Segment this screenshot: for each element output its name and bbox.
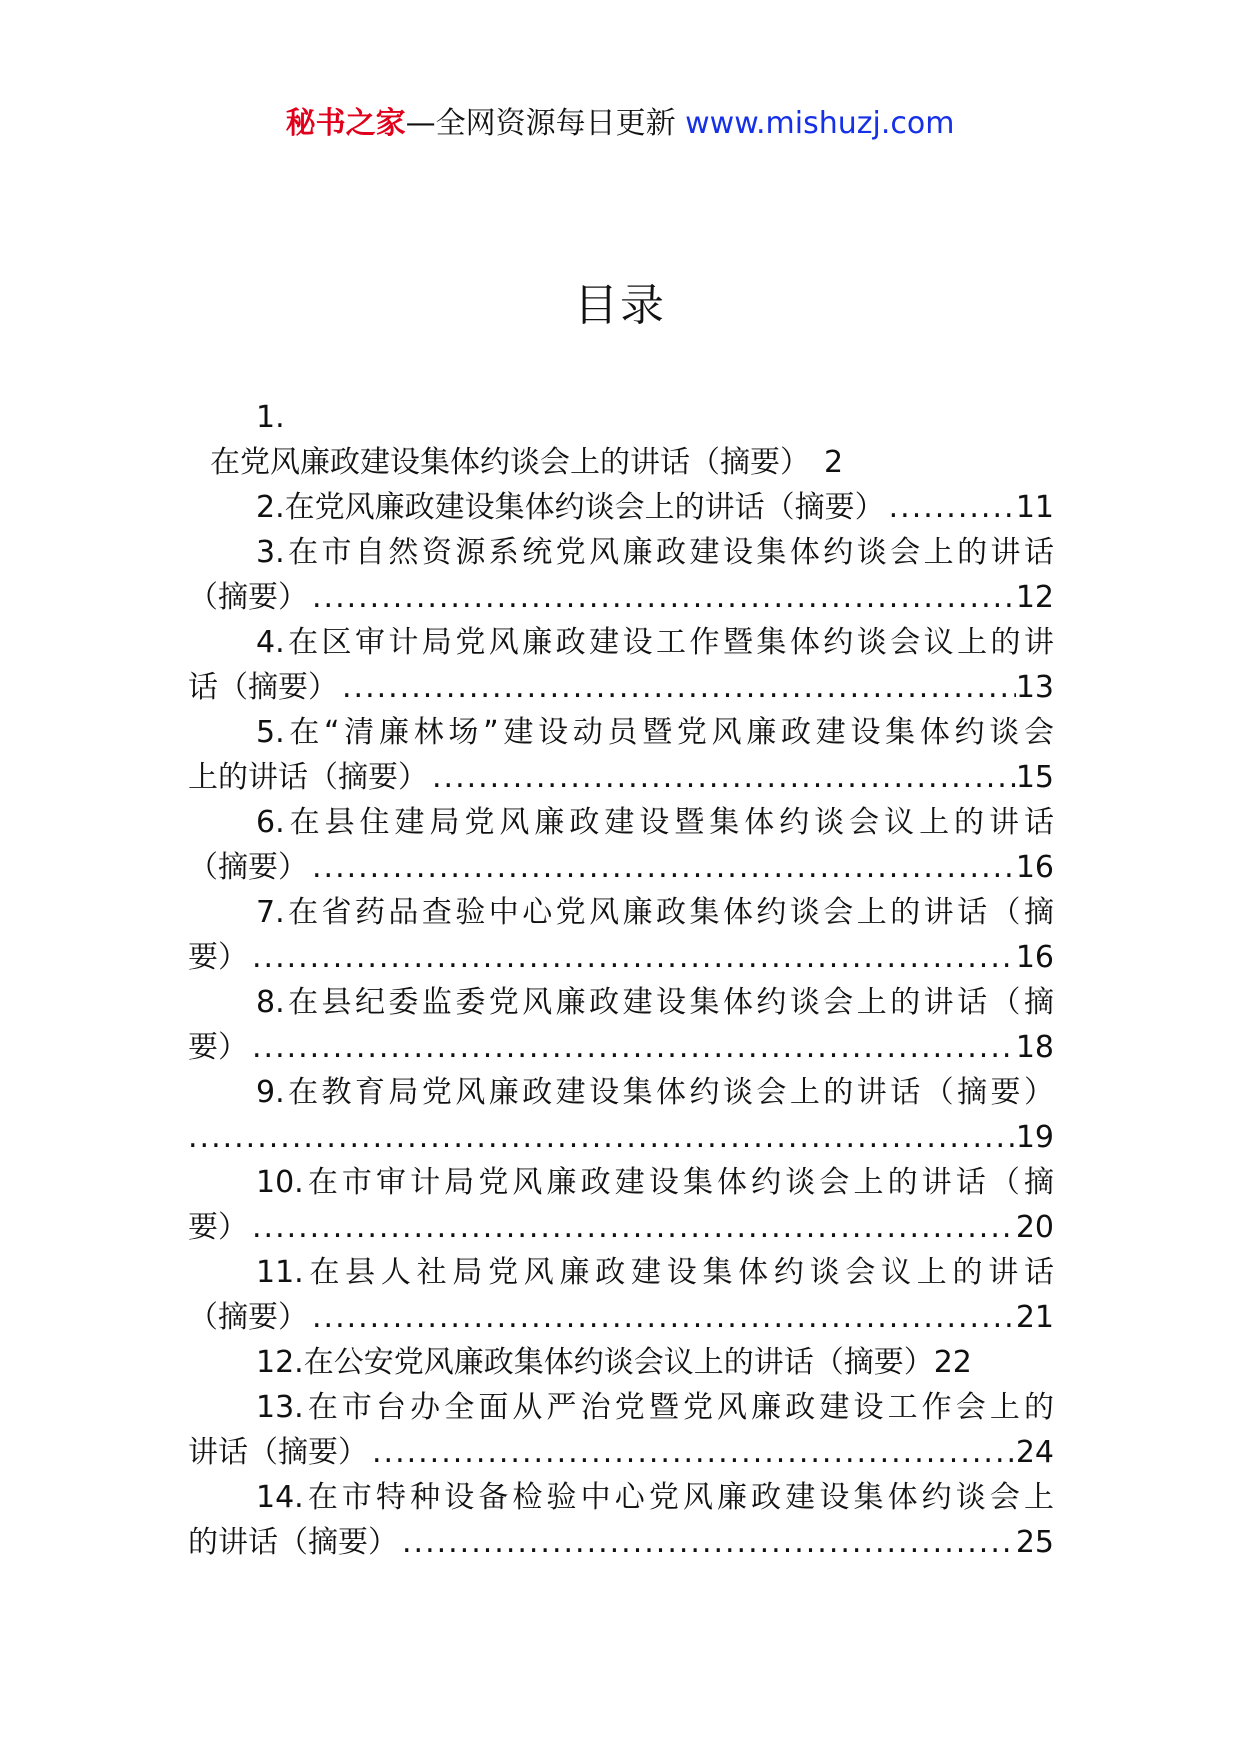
toc-page-number: 15 [1015,760,1054,795]
toc-item-text: （摘要） [188,850,308,885]
toc-item-2[interactable] [188,485,1054,530]
toc-leader-dots [428,755,1016,800]
toc-page-number: 20 [1015,1210,1054,1245]
toc-item-text: 10.在市审计局党风廉政建设集体约谈会上的讲话（摘 [256,1165,1054,1200]
toc-item-text: 的讲话（摘要） [188,1525,398,1560]
toc-item-3[interactable] [188,530,1054,620]
toc-item-text: 在党风廉政建设集体约谈会上的讲话（摘要） [210,445,810,480]
toc-item-10[interactable] [188,1160,1054,1250]
toc-item-1[interactable] [188,395,1054,485]
brand-name: 秘书之家 [285,106,406,141]
toc-item-4[interactable] [188,620,1054,710]
toc-item-11[interactable] [188,1250,1054,1340]
toc-item-text: 讲话（摘要） [188,1435,368,1470]
toc-item-text: （摘要） [188,580,308,615]
toc-leader-dots [308,845,1016,890]
toc-leader-dots [248,935,1016,980]
toc-leader-dots [188,1115,1016,1160]
toc-item-text: 6.在县住建局党风廉政建设暨集体约谈会议上的讲话 [256,805,1054,840]
toc-item-text: 13.在市台办全面从严治党暨党风廉政建设工作会上的 [256,1390,1054,1425]
toc-item-text: 5.在“清廉林场”建设动员暨党风廉政建设集体约谈会 [256,715,1054,750]
toc-item-text: 3.在市自然资源系统党风廉政建设集体约谈会上的讲话 [256,535,1054,570]
toc-item-6[interactable] [188,800,1054,890]
toc-page-number: 13 [1015,670,1054,705]
site-url-link[interactable]: www.mishuzj.com [685,106,955,141]
toc-page-number: 12 [1015,580,1054,615]
toc-item-text: 话（摘要） [188,670,338,705]
toc-item-text: 上的讲话（摘要） [188,760,428,795]
toc-item-text: （摘要） [188,1300,308,1335]
toc-page-number: 11 [1015,490,1054,525]
toc-item-text: 4.在区审计局党风廉政建设工作暨集体约谈会议上的讲 [256,625,1054,660]
site-header [0,102,1240,146]
toc-leader-dots [398,1520,1016,1565]
toc-item-text: 7.在省药品查验中心党风廉政集体约谈会上的讲话（摘 [256,895,1054,930]
toc-item-text: 要） [188,1210,248,1245]
toc-page-number: 25 [1015,1525,1054,1560]
toc-item-8[interactable] [188,980,1054,1070]
toc-leader-dots [338,665,1016,710]
toc-page-number: 2 [824,445,844,480]
toc-item-text: 2.在党风廉政建设集体约谈会上的讲话（摘要） [256,490,885,525]
toc-leader-dots [248,1025,1016,1070]
toc-leader-dots [308,1295,1016,1340]
toc-item-text: 1. [256,400,285,435]
toc-item-text: 要） [188,940,248,975]
toc-item-5[interactable] [188,710,1054,800]
toc-item-14[interactable] [188,1475,1054,1565]
table-of-contents [188,395,1054,1565]
toc-item-text: 9.在教育局党风廉政建设集体约谈会上的讲话（摘要） [256,1075,1054,1110]
toc-item-text: 8.在县纪委监委党风廉政建设集体约谈会上的讲话（摘 [256,985,1054,1020]
toc-page-number: 19 [1015,1120,1054,1155]
toc-page-number: 21 [1015,1300,1054,1335]
toc-item-text: 11.在县人社局党风廉政建设集体约谈会议上的讲话 [256,1255,1054,1290]
toc-page-number: 22 [933,1345,972,1380]
toc-item-13[interactable] [188,1385,1054,1475]
header-tagline: —全网资源每日更新 [405,106,686,141]
toc-item-text: 14.在市特种设备检验中心党风廉政建设集体约谈会上 [256,1480,1054,1515]
toc-page-number: 24 [1015,1435,1054,1470]
toc-page-number: 16 [1015,850,1054,885]
toc-page-number: 16 [1015,940,1054,975]
toc-leader-dots [368,1430,1016,1475]
toc-item-text: 要） [188,1030,248,1065]
page-title: 目录 [574,280,666,331]
toc-leader-dots [248,1205,1016,1250]
toc-item-text: 12.在公安党风廉政集体约谈会议上的讲话（摘要） [256,1345,934,1380]
toc-page-number: 18 [1015,1030,1054,1065]
toc-leader-dots [885,485,1016,530]
toc-item-9[interactable] [188,1070,1054,1160]
toc-leader-dots [308,575,1016,620]
toc-item-7[interactable] [188,890,1054,980]
toc-item-12[interactable] [188,1340,1054,1385]
